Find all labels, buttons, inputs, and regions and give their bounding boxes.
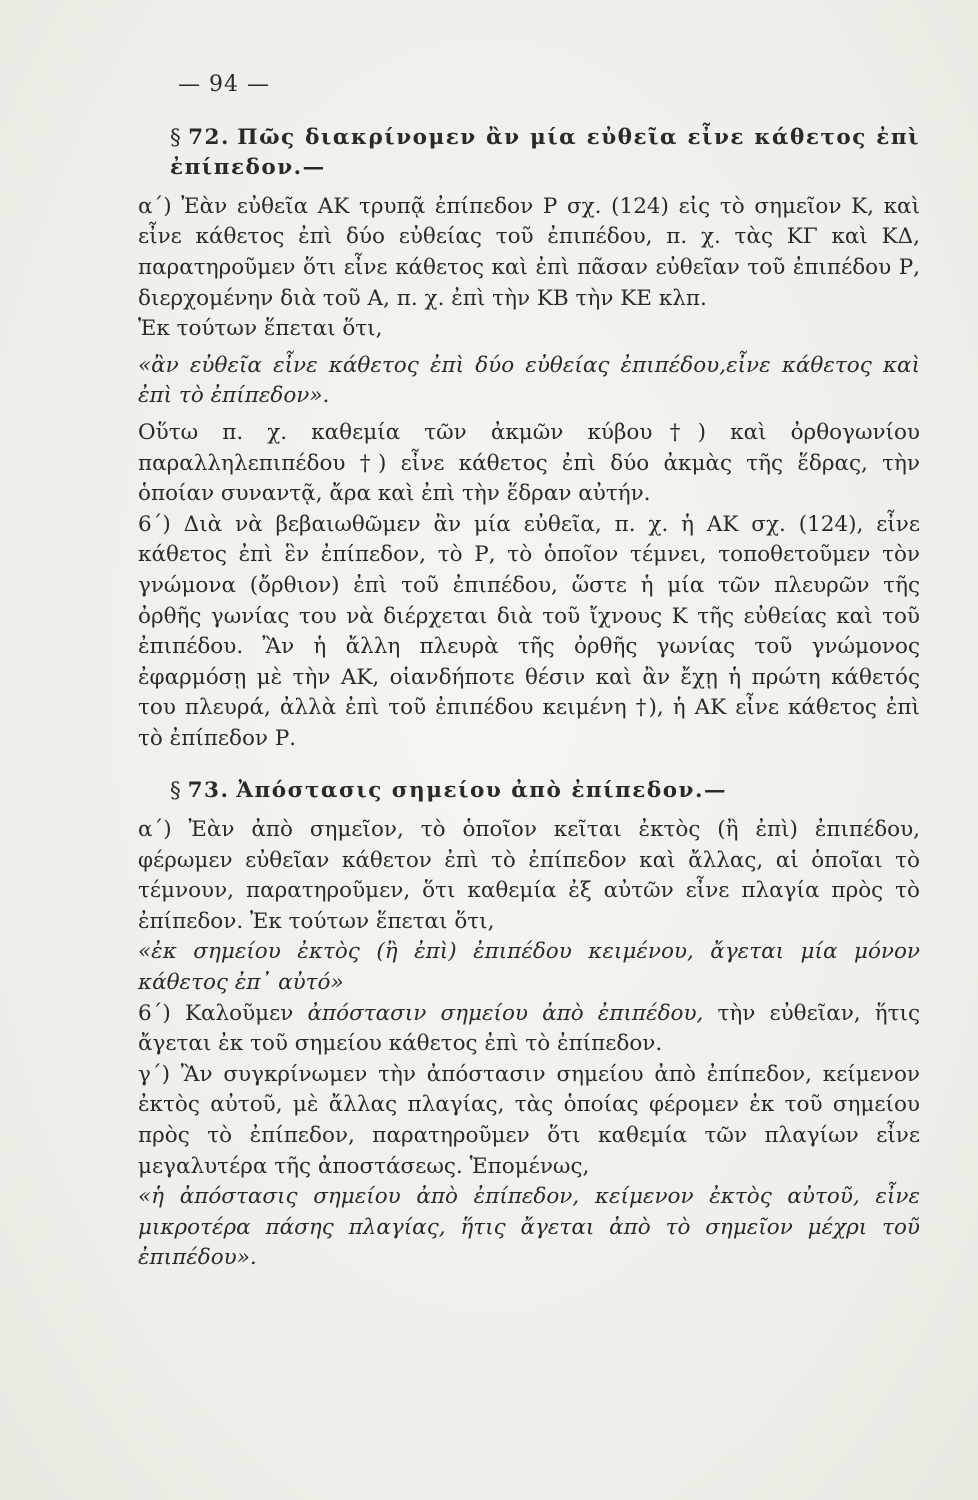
paragraph-73-b: 6΄) Καλοῦμεν ἀπόστασιν σημείου ἀπὸ ἐπιπέδου, τὴν εὐθεῖαν, ἥτις ἄγεται ἐκ τοῦ σημείου κάθετος ἐπὶ τὸ ἐπίπεδον. xyxy=(138,1000,920,1057)
section-73-heading xyxy=(138,776,920,807)
paragraph-72-a-follow: Ἐκ τούτων ἕπεται ὅτι, xyxy=(138,316,383,342)
paragraph-73-a: α΄) Ἐὰν ἀπὸ σημεῖον, τὸ ὁποῖον κεῖται ἐκτὸς (ἢ ἐπὶ) ἐπιπέδου, φέρωμεν εὐθεῖαν κάθετον ἐπὶ τὸ ἐπίπεδον καὶ ἄλλας, αἱ ὁποῖαι τὸ τέμνουν, παρατηροῦμεν, ὅτι καθεμία ἐξ αὐτῶν εἶνε πλαγία πρὸς τὸ ἐπίπεδον. Ἐκ τούτων ἕπεται ὅτι, xyxy=(138,817,920,934)
paragraph-72-a: α΄) Ἐὰν εὐθεῖα ΑΚ τρυπᾷ ἐπίπεδον Ρ σχ. (124) εἰς τὸ σημεῖον Κ, καὶ εἶνε κάθετος ἐπὶ δύο εὐθείας τοῦ ἐπιπέδου, π. χ. τὰς ΚΓ καὶ ΚΔ, παρατηροῦμεν ὅτι εἶνε κάθετος καὶ ἐπὶ πᾶσαν εὐθεῖαν τοῦ ἐπιπέδου Ρ, διερχομένην διὰ τοῦ Α, π. χ. ἐπὶ τὴν ΚΒ τὴν ΚΕ κλπ. xyxy=(138,193,920,311)
section-sign: § xyxy=(170,124,181,150)
section-72-heading xyxy=(138,123,920,184)
section-number: 72. xyxy=(188,124,230,150)
quote-72-a: «ἂν εὐθεῖα εἶνε κάθετος ἐπὶ δύο εὐθείας ἐπιπέδου,εἶνε κάθετος καὶ ἐπὶ τὸ ἐπίπεδον». xyxy=(138,352,920,409)
item-label: 6΄) xyxy=(138,1000,171,1026)
section-number: 73. xyxy=(187,778,230,804)
paragraph-73-c: γ΄) Ἂν συγκρίνωμεν τὴν ἀπόστασιν σημείου ἀπὸ ἐπίπεδον, κείμενον ἐκτὸς αὐτοῦ, μὲ ἄλλας πλαγίας, τὰς ὁποίας φέρομεν ἐκ τοῦ σημείου πρὸς τὸ ἐπίπεδον, παρατηροῦμεν ὅτι καθεμία τῶν πλαγίων εἶνε μεγαλυτέρα τῆς ἀποστάσεως. Ἑπομένως, xyxy=(138,1061,920,1179)
page-number: — 94 — xyxy=(178,72,270,97)
paragraph-72-a-example: Οὕτω π. χ. καθεμία τῶν ἀκμῶν κύβου†) καὶ ὀρθογωνίου παραλληλεπιπέδου †) εἶνε κάθετος ἐπὶ δύο ἀκμὰς τῆς ἕδρας, τὴν ὁποίαν συναντᾷ, ἄρα καὶ ἐπὶ τὴν ἕδραν αὐτήν. xyxy=(138,419,920,507)
section-title: Πῶς διακρίνομεν ἂν μία εὐθεῖα εἶνε κάθετος ἐπὶ ἐπίπεδον.— xyxy=(170,124,921,181)
quote-73-c: «ἡ ἀπόστασις σημείου ἀπὸ ἐπίπεδον, κείμενον ἐκτὸς αὐτοῦ, εἶνε μικροτέρα πάσης πλαγίας, ἥτις ἄγεται ἀπὸ τὸ σημεῖον μέχρι τοῦ ἐπιπέδου». xyxy=(138,1184,920,1271)
defined-term: ἀπόστασιν σημείου ἀπὸ ἐπιπέδου, xyxy=(307,1000,704,1026)
page-text xyxy=(138,70,920,1274)
section-title: Ἀπόστασις σημείου ἀπὸ ἐπίπεδον.— xyxy=(236,778,727,804)
quote-73-a: «ἐκ σημείου ἐκτὸς (ἢ ἐπὶ) ἐπιπέδου κειμένου, ἄγεται μία μόνον κάθετος ἐπ᾽ αὐτό» xyxy=(138,939,920,996)
section-sign: § xyxy=(170,778,181,804)
paragraph-72-b: 6΄) Διὰ νὰ βεβαιωθῶμεν ἂν μία εὐθεῖα, π. χ. ἡ ΑΚ σχ. (124), εἶνε κάθετος ἐπὶ ἓν ἐπίπεδον, τὸ Ρ, τὸ ὁποῖον τέμνει, τοποθετοῦμεν τὸν γνώμονα (ὄρθιον) ἐπὶ τοῦ ἐπιπέδου, ὥστε ἡ μία τῶν πλευρῶν τῆς ὀρθῆς γωνίας του νὰ διέρχεται διὰ τοῦ ἴχνους Κ τῆς εὐθείας καὶ τοῦ ἐπιπέδου. Ἂν ἡ ἄλλη πλευρὰ τῆς ὀρθῆς γωνίας τοῦ γνώμονος ἐφαρμόσῃ μὲ τὴν ΑΚ, οἱανδήποτε θέσιν καὶ ἂν ἔχῃ ἡ πρώτη κάθετός του πλευρά, ἀλλὰ ἐπὶ τοῦ ἐπιπέδου κειμένη †), ἡ ΑΚ εἶνε κάθετος ἐπὶ τὸ ἐπίπεδον Ρ. xyxy=(138,511,920,751)
